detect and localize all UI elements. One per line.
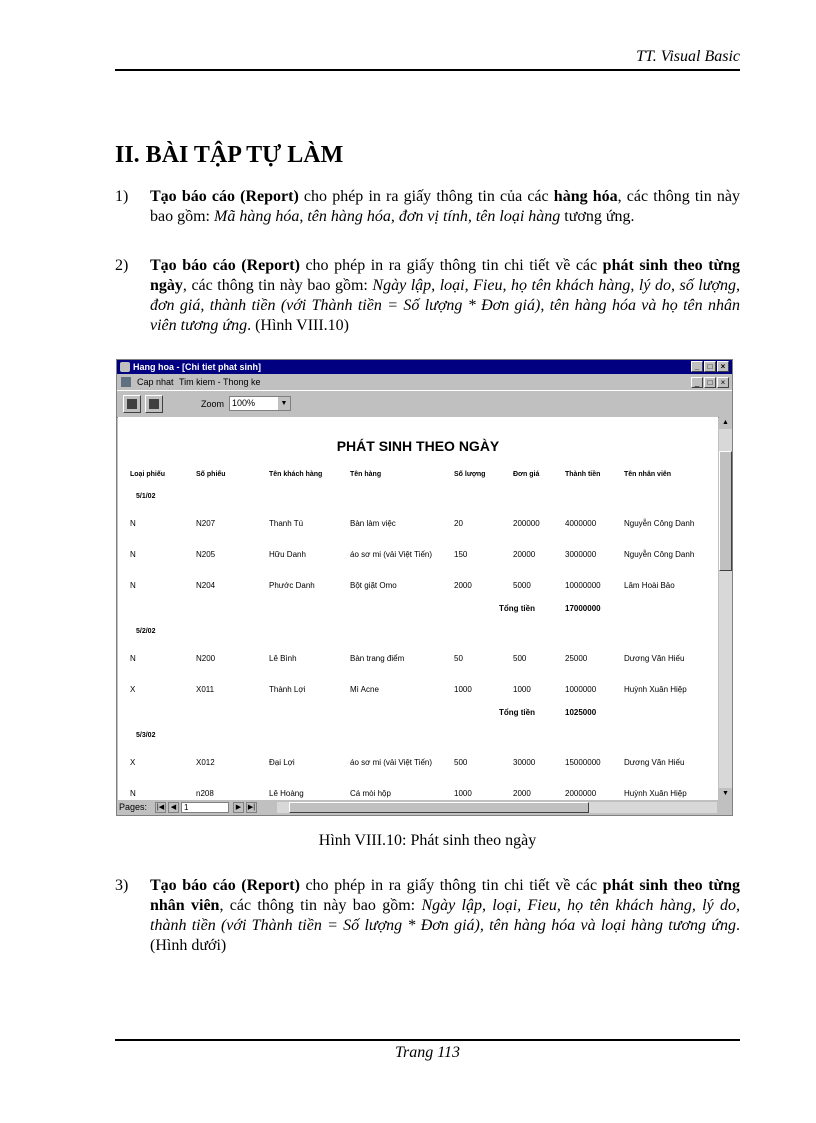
table-cell: 1000	[513, 685, 531, 694]
item-bold: Tạo báo cáo (Report)	[150, 188, 299, 205]
menu-tim-kiem[interactable]: Tim kiem - Thong ke	[179, 377, 261, 387]
item-text: cho phép in ra giấy thông tin chi tiết về các	[299, 257, 603, 274]
item-text: , các thông tin này bao gồm:	[219, 897, 422, 914]
app-icon	[120, 362, 130, 372]
table-cell: Lê Bình	[269, 654, 297, 663]
table-cell: 20000	[513, 550, 536, 559]
column-header: Tên nhân viên	[624, 471, 672, 478]
group-date: 5/2/02	[136, 628, 156, 635]
table-cell: N207	[196, 519, 216, 528]
vertical-scrollbar[interactable]	[719, 417, 732, 800]
item-italic: Mã hàng hóa, tên hàng hóa, đơn vị tính, tên loại hàng	[214, 208, 561, 225]
scroll-thumb[interactable]	[719, 451, 732, 571]
page-number-input[interactable]: 1	[181, 802, 229, 813]
table-cell: Thành Lợi	[269, 685, 306, 694]
column-header: Tên hàng	[350, 471, 382, 478]
total-value: 17000000	[565, 604, 601, 613]
table-cell: 1000	[454, 789, 472, 798]
prev-page-button[interactable]: ◀	[168, 802, 179, 813]
document-icon	[121, 377, 131, 387]
item-bold: Tạo báo cáo (Report)	[150, 257, 300, 274]
table-cell: 20	[454, 519, 463, 528]
total-label: Tổng tiền	[499, 708, 535, 717]
table-cell: Phước Danh	[269, 581, 315, 590]
header-rule	[115, 69, 740, 71]
next-page-button[interactable]: ▶	[233, 802, 244, 813]
item-italic: Ngày lập, loại, Fieu, họ tên khách hàng, lý do, số lượng, đơn giá, thành tiền (với Thành tiền = Số lượng * Đơn giá), tên hàng hóa và họ tên nhân viên tương ứng	[150, 277, 741, 334]
table-cell: n208	[196, 789, 214, 798]
scroll-down-icon[interactable]: ▼	[719, 788, 732, 800]
chevron-down-icon: ▼	[278, 397, 290, 410]
table-cell: X012	[196, 758, 215, 767]
first-page-button[interactable]: |◀	[156, 804, 165, 811]
item-italic: Ngày lập, loại, Fieu, họ tên khách hàng, lý do, thành tiền (với Thành tiền = Số lượng * Đơn giá), tên hàng hóa và loại hàng tương ứng	[150, 897, 741, 934]
table-cell: 5000	[513, 581, 531, 590]
table-cell: Nguyễn Công Danh	[624, 550, 695, 559]
section-title: II. BÀI TẬP TỰ LÀM	[115, 142, 344, 168]
table-cell: 50	[454, 654, 463, 663]
group-date: 5/1/02	[136, 493, 156, 500]
item-number: 1)	[115, 188, 129, 205]
table-cell: 4000000	[565, 519, 597, 528]
window-title: Hang hoa - [Chi tiet phat sinh]	[133, 362, 261, 372]
table-cell: 30000	[513, 758, 536, 767]
column-header: Loại phiếu	[130, 471, 165, 478]
print-button[interactable]	[123, 395, 141, 413]
table-cell: N	[130, 550, 136, 559]
column-header: Đơn giá	[513, 471, 540, 478]
table-cell: 150	[454, 550, 468, 559]
table-cell: 1000000	[565, 685, 597, 694]
item-text: , các thông tin này bao gồm:	[150, 188, 741, 225]
maximize-button[interactable]: □	[704, 361, 716, 372]
toolbar	[117, 390, 732, 418]
item-text: . (Hình dưới)	[150, 917, 740, 954]
table-cell: Thanh Tú	[269, 519, 304, 528]
child-minimize-button[interactable]: _	[691, 377, 703, 388]
item-bold: hàng hóa	[553, 188, 618, 205]
child-restore-button[interactable]: □	[704, 377, 716, 388]
table-cell: N205	[196, 550, 216, 559]
menu-bar	[117, 375, 732, 389]
table-cell: 500	[454, 758, 468, 767]
item-text: , các thông tin này bao gồm:	[182, 277, 373, 294]
table-cell: áo sơ mi (vải Việt Tiến)	[350, 550, 433, 559]
table-cell: Bàn trang điểm	[350, 654, 405, 663]
close-button[interactable]: ×	[717, 361, 729, 372]
table-cell: 25000	[565, 654, 588, 663]
exercise-1	[115, 187, 740, 227]
zoom-value: 100%	[232, 398, 256, 408]
table-cell: N200	[196, 654, 216, 663]
item-text: cho phép in ra giấy thông tin chi tiết về các	[299, 877, 603, 894]
table-cell: 2000000	[565, 789, 597, 798]
zoom-select[interactable]	[229, 396, 291, 411]
scroll-up-icon[interactable]: ▲	[719, 417, 732, 429]
table-cell: 200000	[513, 519, 540, 528]
table-cell: Đại Lợi	[269, 758, 295, 767]
horizontal-scrollbar[interactable]	[277, 802, 717, 813]
table-cell: N	[130, 581, 136, 590]
table-cell: X	[130, 758, 136, 767]
table-cell: Lâm Hoài Bảo	[624, 581, 675, 590]
report-window	[116, 359, 733, 816]
table-cell: 15000000	[565, 758, 601, 767]
menu-cap-nhat[interactable]: Cap nhat	[137, 377, 174, 387]
exercise-2	[115, 256, 740, 336]
column-header: Số lượng	[454, 471, 486, 478]
item-number: 3)	[115, 877, 129, 894]
export-button[interactable]	[145, 395, 163, 413]
export-icon	[149, 399, 159, 409]
table-cell: N	[130, 519, 136, 528]
table-cell: Lê Hoàng	[269, 789, 304, 798]
window-titlebar	[117, 360, 732, 374]
exercise-3	[115, 876, 740, 956]
page-header: TT. Visual Basic	[636, 48, 740, 65]
table-cell: 1000	[454, 685, 472, 694]
pages-label: Pages:	[119, 802, 148, 812]
table-cell: Mì Acne	[350, 685, 379, 694]
table-cell: X	[130, 685, 136, 694]
column-header: Số phiếu	[196, 471, 226, 478]
table-cell: X011	[196, 685, 215, 694]
figure-caption: Hình VIII.10: Phát sinh theo ngày	[318, 832, 537, 849]
table-cell: Huỳnh Xuân Hiệp	[624, 685, 687, 694]
total-label: Tổng tiền	[499, 604, 535, 613]
table-cell: 2000	[454, 581, 472, 590]
status-bar	[117, 800, 732, 815]
table-cell: N	[130, 789, 136, 798]
table-cell: Hữu Danh	[269, 550, 306, 559]
child-close-button[interactable]: ×	[717, 377, 729, 388]
table-cell: 10000000	[565, 581, 601, 590]
table-cell: N	[130, 654, 136, 663]
table-cell: N204	[196, 581, 216, 590]
item-number: 2)	[115, 257, 129, 274]
item-text: . (Hình VIII.10)	[247, 317, 349, 334]
table-cell: 3000000	[565, 550, 597, 559]
hscroll-thumb[interactable]	[289, 802, 589, 813]
column-header: Thành tiền	[565, 471, 601, 478]
total-value: 1025000	[565, 708, 597, 717]
table-cell: 2000	[513, 789, 531, 798]
table-cell: Nguyễn Công Danh	[624, 519, 695, 528]
printer-icon	[127, 399, 137, 409]
table-cell: Dương Văn Hiếu	[624, 654, 685, 663]
last-page-button[interactable]: ▶|	[247, 804, 256, 811]
table-cell: áo sơ mi (vải Việt Tiến)	[350, 758, 433, 767]
table-cell: Bàn làm việc	[350, 519, 396, 528]
group-date: 5/3/02	[136, 732, 156, 739]
minimize-button[interactable]: _	[691, 361, 703, 372]
item-bold: phát sinh theo từng nhân viên	[150, 877, 741, 914]
item-text: tương ứng.	[560, 208, 635, 225]
table-cell: Dương Văn Hiếu	[624, 758, 685, 767]
item-bold: phát sinh theo từng ngày	[150, 257, 741, 294]
table-cell: Huỳnh Xuân Hiệp	[624, 789, 687, 798]
item-text: cho phép in ra giấy thông tin của các	[298, 188, 554, 205]
table-cell: Cá mòi hộp	[350, 789, 391, 798]
item-bold: Tạo báo cáo (Report)	[150, 877, 300, 894]
zoom-label: Zoom	[201, 399, 225, 409]
page-footer: Trang 113	[394, 1044, 461, 1061]
report-preview	[118, 417, 718, 800]
column-header: Tên khách hàng	[269, 471, 323, 478]
footer-rule	[115, 1039, 740, 1041]
table-cell: 500	[513, 654, 527, 663]
report-title: PHÁT SINH THEO NGÀY	[336, 438, 500, 454]
table-cell: Bột giặt Omo	[350, 581, 397, 590]
